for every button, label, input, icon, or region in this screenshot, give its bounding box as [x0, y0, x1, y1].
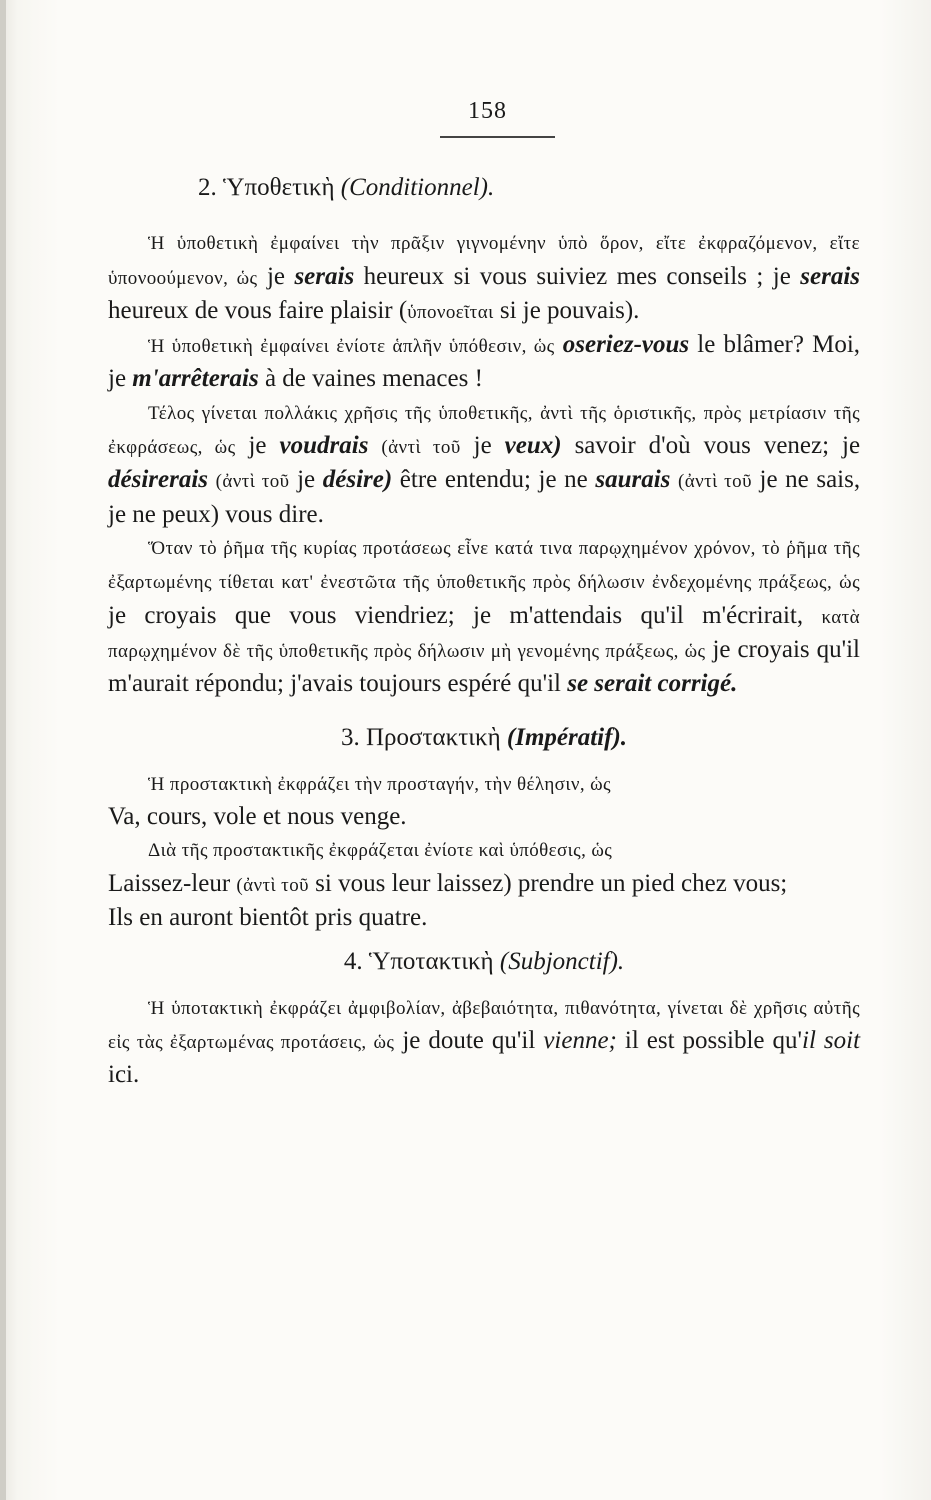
french-italic: désirerais	[108, 466, 208, 494]
page-body	[108, 172, 860, 1091]
french-text: être entendu; je ne	[399, 466, 588, 494]
greek-text: Ἡ ὑποθετικὴ ἐμφαίνει ἐνίοτε ἁπλῆν ὑπόθεσιν, ὡς	[148, 336, 555, 358]
french-text: Laissez-leur	[108, 869, 231, 897]
section-3-heading	[108, 722, 860, 754]
french-text: je	[473, 432, 492, 460]
french-text: je	[266, 262, 285, 290]
section-3-paragraph-2	[108, 833, 860, 867]
section-3-example-2	[108, 868, 860, 902]
french-italic: serais	[800, 262, 861, 290]
french-italic: désire)	[322, 466, 393, 494]
french-text: savoir d'où vous venez; je	[574, 432, 861, 460]
section-3-number: 3.	[340, 724, 360, 752]
french-text: je croyais que vous viendriez; je m'attendais qu'il m'écrirait,	[108, 601, 804, 629]
section-3-example-3	[108, 902, 860, 934]
greek-text: Ἡ προστακτικὴ ἐκφράζει τὴν προσταγήν, τὴν θέλησιν, ὡς	[148, 773, 611, 795]
french-italic: oseriez-vous	[562, 331, 690, 359]
section-4-number: 4.	[343, 948, 363, 976]
french-text: il est possible qu'	[624, 1026, 803, 1054]
section-3-french-title: (Impératif).	[506, 724, 628, 752]
greek-text: Ἡ ὑποτακτικὴ ἐκφράζει ἀμφιβολίαν, ἀβεβαιότητα, πιθανότητα, γίνεται δὲ χρῆσις αὐτῆς εἰς τὰς ἐξαρτωμένας προτάσεις, ὡς	[108, 997, 860, 1053]
french-italic: voudrais	[279, 432, 369, 460]
greek-text: Διὰ τῆς προστακτικῆς ἐκφράζεται ἐνίοτε καὶ ὑπόθεσις, ὡς	[148, 840, 613, 862]
section-2-paragraph-1	[108, 226, 860, 329]
french-text: si vous leur laissez) prendre un pied chez vous;	[315, 869, 788, 897]
french-italic: il soit	[802, 1026, 861, 1054]
section-3-example-1	[108, 801, 860, 833]
section-3-paragraph-1	[108, 767, 860, 801]
page-number: 158	[468, 98, 507, 124]
greek-text: (ἀντὶ τοῦ	[215, 471, 290, 493]
section-4-heading	[108, 946, 860, 978]
page-number-rule	[440, 136, 555, 138]
french-italic: vienne;	[543, 1026, 617, 1054]
french-text: à de vaines menaces !	[264, 365, 483, 393]
page-binding-edge	[0, 0, 6, 1500]
french-text: Ils en auront bientôt pris quatre.	[108, 903, 428, 931]
french-text: je doute qu'il	[402, 1026, 536, 1054]
french-italic: saurais	[595, 466, 671, 494]
section-2-paragraph-3	[108, 396, 860, 531]
french-italic: m'arrêterais	[132, 365, 259, 393]
section-2-french-title: (Conditionnel).	[340, 174, 495, 201]
section-4-french-title: (Subjonctif).	[499, 948, 625, 976]
greek-text: Τέλος γίνεται πολλάκις χρῆσις τῆς ὑποθετικῆς, ἀντὶ τῆς ὁριστικῆς, πρὸς μετρίασιν τῆς ἐκφράσεως, ὡς	[108, 402, 860, 459]
french-text: ici.	[108, 1061, 140, 1089]
greek-text: Ὅταν τὸ ῥῆμα τῆς κυρίας προτάσεως εἶνε κατά τινα παρῳχημένον χρόνον, τὸ ῥῆμα τῆς ἐξαρτωμένης τίθεται κατ' ἐνεστῶτα τῆς ὑποθετικῆς πρὸς δήλωσιν ἐνδεχομένης πράξεως, ὡς	[108, 537, 860, 594]
greek-text: (ἀντὶ τοῦ	[381, 437, 461, 459]
greek-text: Ἡ ὑποθετικὴ ἐμφαίνει τὴν πρᾶξιν γιγνομένην ὑπὸ ὅρον, εἴτε ἐκφραζόμενον, εἴτε ὑπονοούμενον, ὡς	[108, 233, 860, 289]
section-3-greek-title: Προστακτικὴ	[365, 724, 501, 752]
section-2-number: 2.	[198, 174, 217, 201]
french-italic: se serait corrigé.	[567, 670, 738, 698]
section-2-heading	[108, 172, 860, 204]
french-text: Va, cours, vole et nous venge.	[108, 803, 407, 831]
section-4-greek-title: Ὑποτακτικὴ	[368, 948, 494, 976]
french-italic: veux)	[504, 432, 562, 460]
section-2-paragraph-4	[108, 531, 860, 700]
section-2-paragraph-2	[108, 329, 860, 396]
greek-text: (ἀντὶ τοῦ	[236, 874, 309, 896]
french-italic: serais	[294, 262, 355, 290]
french-text: je croyais qu'il m'aurait répondu; j'avais toujours espéré qu'il	[108, 635, 861, 698]
french-text: heureux de vous faire plaisir (	[108, 296, 408, 324]
french-text: le blâmer? Moi, je	[108, 331, 861, 393]
greek-text: ὑπονοεῖται	[407, 301, 494, 323]
greek-text: κατὰ παρῳχημένον δὲ τῆς ὑποθετικῆς πρὸς δήλωσιν μὴ γενομένης πράξεως, ὡς	[108, 606, 861, 662]
greek-text: (ἀντὶ τοῦ	[678, 471, 752, 493]
french-text: je	[297, 466, 316, 494]
french-text: si je pouvais).	[499, 296, 640, 324]
section-2-greek-title: Ὑποθετικὴ	[223, 174, 335, 201]
french-text: heureux si vous suiviez mes conseils ; je	[363, 262, 791, 290]
section-4-paragraph-1	[108, 991, 860, 1092]
french-text: je	[248, 432, 267, 460]
french-text: je ne sais, je ne peux) vous dire.	[108, 466, 861, 528]
